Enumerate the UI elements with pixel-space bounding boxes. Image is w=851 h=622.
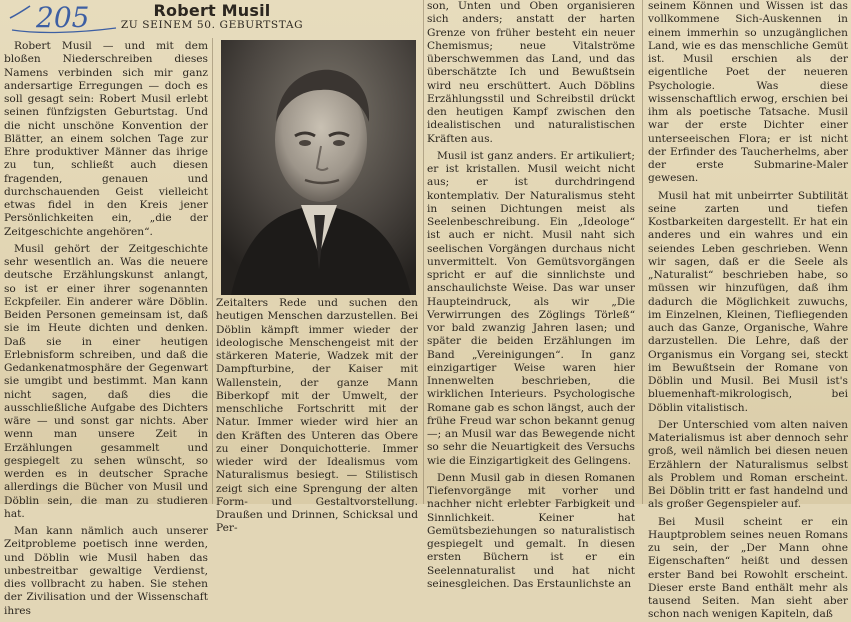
paragraph: Man kann nämlich auch unserer Zeitprobleme poetisch inne werden, und Döblin wie Musil haben das unbestreitbar gewaltige Verdienst, dies vollbracht zu haben. Sie stehen der Zivilisation und der Wissenschaft ihres: [4, 525, 208, 617]
headline: Robert Musil: [153, 1, 271, 20]
column-4: [648, 0, 848, 622]
pencil-number: 205: [36, 1, 90, 34]
subheadline: ZU SEINEM 50. GEBURTSTAG: [120, 19, 304, 31]
portrait-image: [221, 40, 416, 295]
paragraph: Musil ist ganz anders. Er artikuliert; er ist kristallen. Musil weicht nicht aus; er ist durchdringend kontemplativ. Der Naturalismus steht in seinen Dichtungen meist als Seelenbeschreibung. Ein „Ideologe“ ist auch er nicht. Musil naht sich seelischen Vorgängen durchaus nicht unvermittelt. Von Gemütsvorgängen spricht er auf die sinnlichste und anschaulichste Weise. Das war unser Haupteindruck, als wir „Die Verwirrungen des Zöglings Törleß“ vor bald zwanzig Jahren lasen; und später die beiden Erzählungen im Band „Vereinigungen“. In ganz einzigartiger Weise waren hier Innenwelten beschrieben, die wirklichen Interieurs. Psychologische Romane gab es schon längst, auch der frühe Freud war schon bekannt genug —; an Musil war das Bewegende nicht so sehr die Neuartigkeit des Versuchs wie die Einzigartigkeit des Gelingens.: [427, 149, 635, 467]
pencil-stroke: [10, 6, 30, 18]
paragraph: Zeitalters Rede und suchen den heutigen Menschen darzustellen. Bei Döblin kämpft immer wieder der ideologische Menschengeist mit der stärkeren Materie, Wadzek mit der Dampfturbine, der Kaiser mit Wallenstein, der ganze Mann Biberkopf mit der Umwelt, der menschliche Fortschritt mit der Natur. Immer wieder wird hier an den Kräften des Unteren das Obere zu einer Donquichotterie. Immer wieder wird der Idealismus vom Naturalismus besiegt. — Stilistisch zeigt sich eine Sprengung der alten Form- und Gestaltvorstellung. Draußen und Drinnen, Schicksal und Per-: [216, 297, 418, 535]
column-rule: [423, 0, 424, 504]
column-2: [216, 297, 418, 536]
paragraph: Robert Musil — und mit dem bloßen Niederschreiben dieses Namens verbinden sich mir ganz andersartige Erregungen — doch es soll gesagt sein: Robert Musil erlebt seinen fünfzigsten Geburtstag. Und die nicht unschöne Konvention der Blätter, an einem solchen Tage zur Ehre produktiver Männer das ihrige zu tun, schließt auch diesen fragenden, genauen und durchschauenden Geist vielleicht etwas fidel in den Kreis jener Persönlichkeiten ein, „die der Zeitgeschichte angehören“.: [4, 40, 208, 238]
paragraph: seinem Können und Wissen ist das vollkommene Sich-Auskennen in einem immerhin so unzugänglichen Land, wie es das menschliche Gemüt ist. Musil erschien als der eigentliche Poet der neueren Psychologie. Was diese wissenschaftlich erwog, erschien bei ihm als poetische Tatsache. Musil war der erste Dichter einer unterseeischen Flora; er ist nicht der Erfinder des Taucherhelms, aber der erste Submarine-Maler gewesen.: [648, 0, 848, 185]
paragraph: son, Unten und Oben organisieren sich anders; anstatt der harten Grenze von früher besteht ein neuer Chemismus; neue Vitalströme überschwemmen das Land, und das überschätzte Ich und Bewußtsein wird neu erschüttert. Auch Döblins Erzählungsstil und Schreibstil drückt den heutigen Kampf zwischen den idealistischen und naturalistischen Kräften aus.: [427, 0, 635, 145]
paragraph: Musil hat mit unbeirrter Subtilität seine zarten und tiefen Kostbarkeiten dargestellt. Er hat ein anderes und ein wahres und ein seiendes Leben geschrieben. Wenn wir sagen, daß er die Seele als „Naturalist“ beschrieben habe, so müssen wir hinzufügen, daß ihm dadurch die Möglichkeit zuwuchs, im Einzelnen, Kleinen, Tiefliegenden auch das Ganze, Organische, Wahre darzustellen. Die Lehre, daß der Organismus ein Vorgang sei, steckt im Bewußtsein der Romane von Döblin und Musil. Bei Musil ist's bluemenhaft-mikrologisch, bei Döblin vitalistisch.: [648, 189, 848, 414]
paragraph: Der Unterschied vom alten naiven Materialismus ist aber dennoch sehr groß, weil nämlich bei diesen neuen Erzählern der Naturalismus selbst als Problem und Roman erscheint. Bei Döblin tritt er fast handelnd und als großer Gegenspieler auf.: [648, 418, 848, 511]
pencil-annotation: [8, 0, 120, 36]
column-rule: [212, 38, 213, 504]
column-rule: [642, 0, 643, 504]
paragraph: Denn Musil gab in diesen Romanen Tiefenvorgänge mit vorher und nachher nicht erlebter Farbigkeit und Sinnlichkeit. Keiner hat Gemütsbeziehungen so naturalistisch gespiegelt und gemalt. In diesen ersten Büchern ist er ein Seelennaturalist und hat nicht seinesgleichen. Das Erstaunlichste an: [427, 471, 635, 590]
paragraph: Musil gehört der Zeitgeschichte sehr wesentlich an. Was die neuere deutsche Erzählungskunst anlangt, so ist er einer ihrer sogenannten Eckpfeiler. Ein anderer wäre Döblin. Beiden Personen gemeinsam ist, daß sie im Heute dichten und denken. Daß sie in einer heutigen Erlebnisform schreiben, und daß die Gedankenatmosphäre der Gegenwart sie umgibt und bestimmt. Man kann nicht sagen, daß dies die ausschließliche Aufgabe des Dichters wäre — und sonst gar nichts. Aber wenn man unsere Zeit in Erzählungen gesammelt und gespiegelt zu sehen wünscht, so werden es in deutscher Sprache allerdings die Bücher von Musil und Döblin sein, die man zu studieren hat.: [4, 242, 208, 520]
column-1: [4, 40, 208, 618]
column-3: [427, 0, 635, 591]
paragraph: Bei Musil scheint er ein Hauptproblem seines neuen Romans zu sein, der „Der Mann ohne Eigenschaften“ heißt und dessen erster Band bei Rowohlt erscheint. Dieser erste Band enthält mehr als tausend Seiten. Man sieht aber schon nach wenigen Kapiteln, daß: [648, 515, 848, 621]
portrait-photo: [221, 40, 416, 295]
